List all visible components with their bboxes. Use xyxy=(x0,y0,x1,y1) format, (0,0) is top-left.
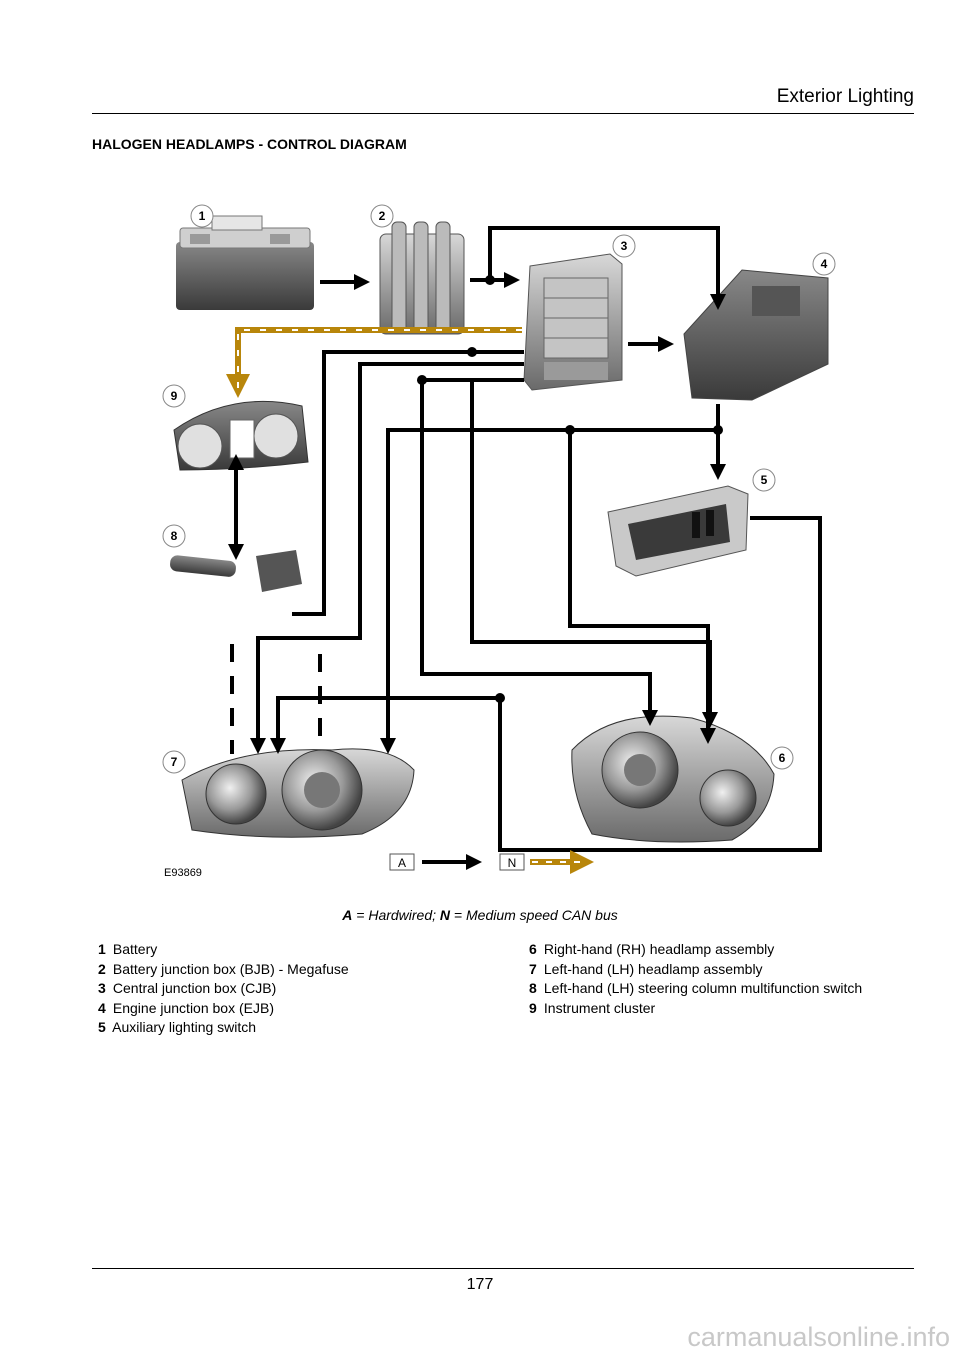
legend-item: 5 Auxiliary lighting switch xyxy=(98,1019,257,1036)
callout-6 xyxy=(771,747,793,769)
caption-n: N xyxy=(439,907,451,923)
key-a-label: A xyxy=(397,856,407,870)
legend-item: 9 Instrument cluster xyxy=(529,999,656,1016)
battery-component xyxy=(176,216,314,310)
megafuse-bjb-component xyxy=(380,222,464,334)
legend-item: 1 Battery xyxy=(98,941,158,957)
caption-a: A xyxy=(342,907,353,923)
page-number: 177 xyxy=(466,1276,494,1293)
callout-8 xyxy=(163,525,185,547)
control-diagram xyxy=(152,194,844,886)
legend-item: 7 Left-hand (LH) headlamp assembly xyxy=(529,960,763,977)
svg-text:1: 1 xyxy=(198,209,206,223)
callout-1 xyxy=(191,205,213,227)
section-title: HALOGEN HEADLAMPS - CONTROL DIAGRAM xyxy=(92,136,407,152)
svg-text:4: 4 xyxy=(820,257,828,271)
watermark: carmanualsonline.info xyxy=(687,1322,950,1352)
key-n-label: N xyxy=(507,856,517,870)
legend-item: 3 Central junction box (CJB) xyxy=(98,980,277,997)
svg-text:6: 6 xyxy=(778,751,786,765)
callout-4 xyxy=(813,253,835,275)
footer-rule xyxy=(92,1268,914,1269)
cjb-component xyxy=(524,254,622,390)
callout-2 xyxy=(371,205,393,227)
legend-item: 6 Right-hand (RH) headlamp assembly xyxy=(529,941,775,957)
callout-9 xyxy=(163,385,185,407)
legend-item: 4 Engine junction box (EJB) xyxy=(98,999,274,1016)
figure-id: E93869 xyxy=(164,867,202,879)
callout-7 xyxy=(163,751,185,773)
diagram-caption xyxy=(0,907,960,923)
callout-5 xyxy=(753,469,775,491)
svg-text:5: 5 xyxy=(760,473,768,487)
legend-right-column xyxy=(529,940,862,1018)
callout-3 xyxy=(613,235,635,257)
caption-a-text: = Hardwired; xyxy=(352,907,440,923)
svg-text:8: 8 xyxy=(170,529,178,543)
svg-text:7: 7 xyxy=(170,755,178,769)
legend-item: 2 Battery junction box (BJB) - Megafuse xyxy=(98,960,349,977)
legend-item: 8 Left-hand (LH) steering column multifunction switch xyxy=(529,980,863,997)
legend-left-column xyxy=(98,940,349,1038)
svg-text:2: 2 xyxy=(378,209,386,223)
svg-text:9: 9 xyxy=(170,389,178,403)
header-rule xyxy=(92,113,914,114)
caption-n-text: = Medium speed CAN bus xyxy=(450,907,618,923)
svg-text:3: 3 xyxy=(620,239,628,253)
page-header-title: Exterior Lighting xyxy=(776,86,914,107)
